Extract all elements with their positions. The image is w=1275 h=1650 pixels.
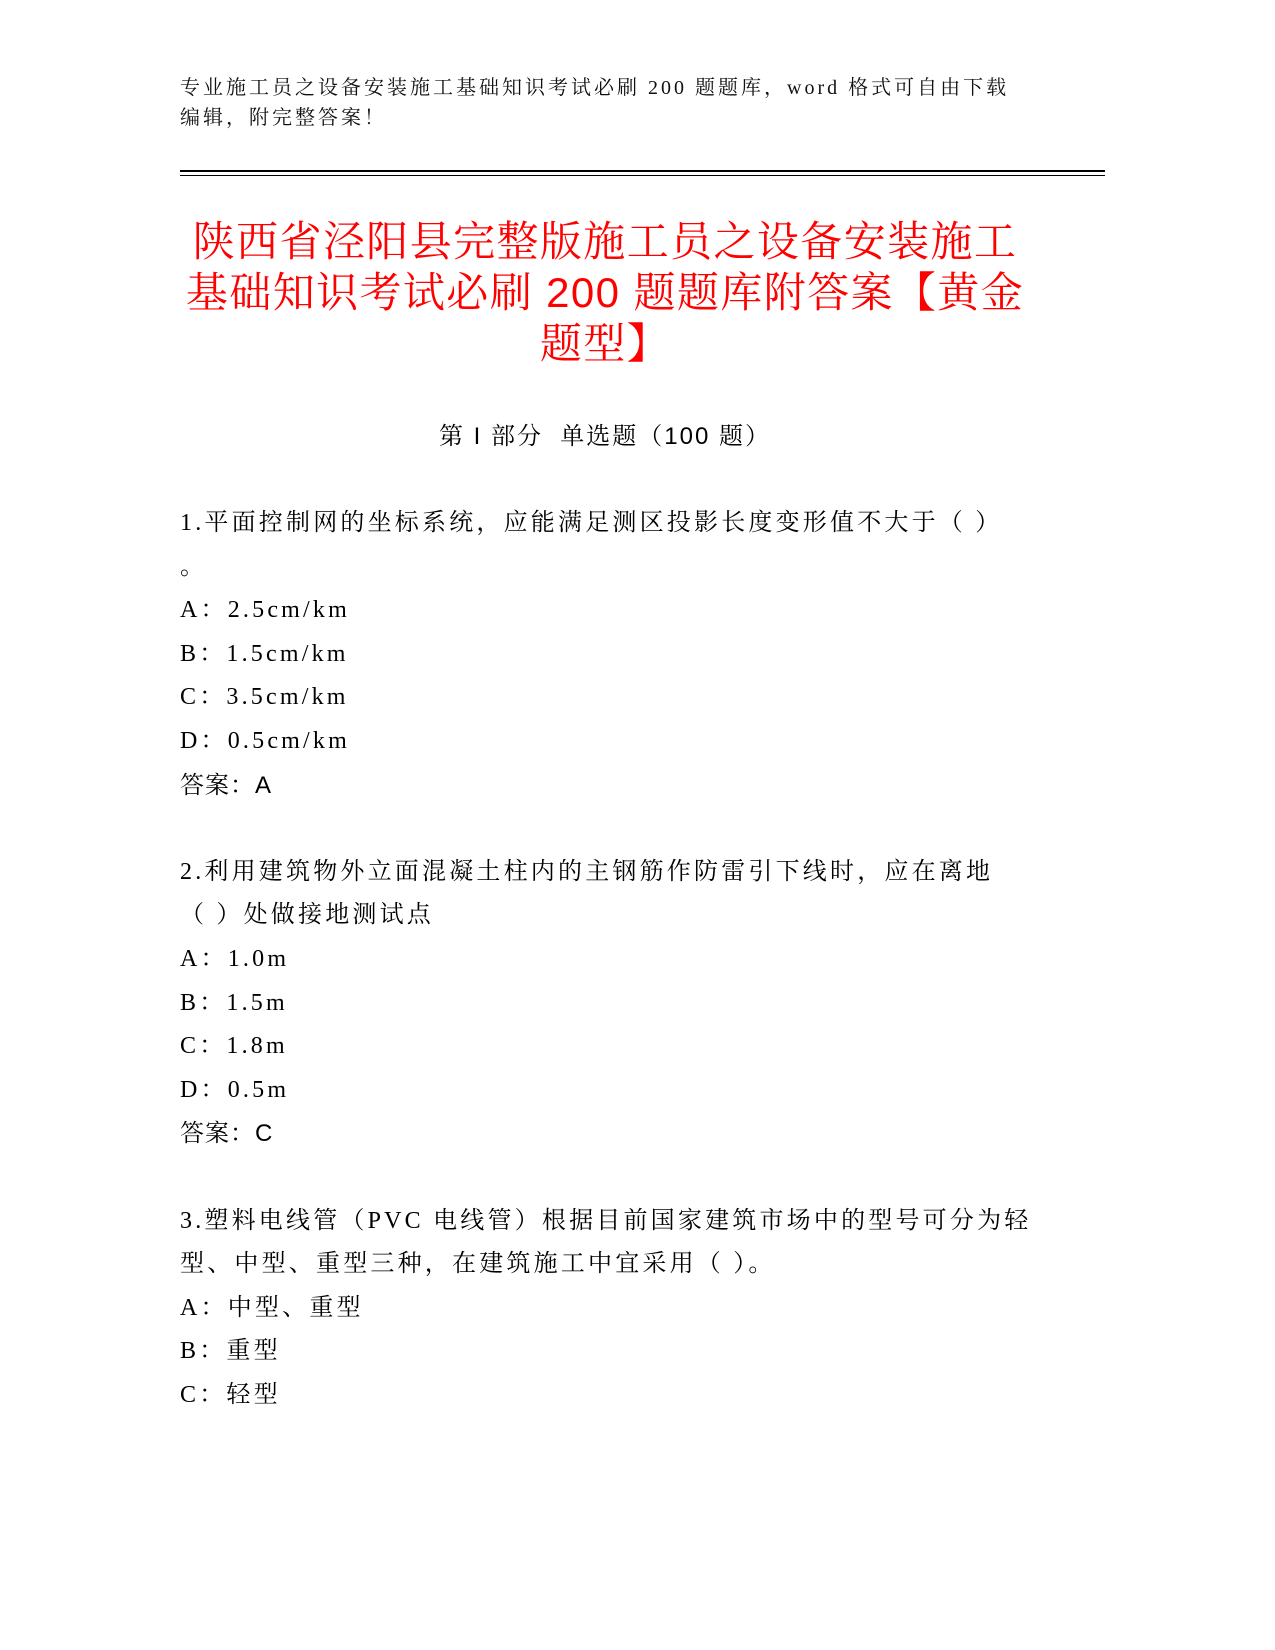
title-line: 基础知识考试必刷 200 题题库附答案【黄金 (185, 269, 1025, 316)
document-title (180, 216, 1030, 369)
question-stem-line: 型、中型、重型三种，在建筑施工中宜采用（ ）。 (180, 1251, 776, 1278)
option-a: A：1.0m (180, 945, 290, 972)
option-b: B：重型 (180, 1338, 281, 1365)
option-c: C：3.5cm/km (180, 684, 349, 711)
question-stem-line: 。 (180, 553, 208, 580)
header-line: 专业施工员之设备安装施工基础知识考试必刷 200 题题库，word 格式可自由下载 (180, 77, 1010, 99)
option-c: C：1.8m (180, 1033, 288, 1060)
question-stem (180, 851, 1060, 938)
question-list (180, 502, 1060, 1461)
question-stem-line: 2.利用建筑物外立面混凝土柱内的主钢筋作防雷引下线时，应在离地 (180, 858, 994, 885)
answer-text: 答案：A (180, 771, 273, 799)
question-item (180, 1200, 1060, 1418)
question-stem (180, 1200, 1060, 1287)
header-divider (180, 170, 1105, 176)
question-item (180, 502, 1060, 807)
option-a: A：2.5cm/km (180, 597, 350, 624)
question-stem (180, 502, 1060, 589)
option-b: B：1.5cm/km (180, 640, 349, 667)
answer-text: 答案：C (180, 1120, 274, 1148)
question-stem-line: （ ）处做接地测试点 (180, 902, 434, 929)
option-d: D：0.5m (180, 1076, 290, 1103)
title-line: 题型】 (539, 320, 671, 367)
question-stem-line: 3.塑料电线管（PVC 电线管）根据目前国家建筑市场中的型号可分为轻 (180, 1207, 1032, 1234)
option-b: B：1.5m (180, 989, 288, 1016)
option-d: D：0.5cm/km (180, 727, 350, 754)
option-c: C：轻型 (180, 1381, 281, 1408)
title-line: 陕西省泾阳县完整版施工员之设备安装施工 (192, 218, 1018, 265)
option-a: A：中型、重型 (180, 1294, 364, 1321)
question-stem-line: 1.平面控制网的坐标系统，应能满足测区投影长度变形值不大于（ ） (180, 510, 1003, 536)
section-heading: 第 I 部分 单选题（100 题） (438, 423, 772, 450)
document-header (180, 73, 1009, 133)
header-line: 编辑，附完整答案！ (180, 107, 387, 129)
question-item (180, 851, 1060, 1156)
